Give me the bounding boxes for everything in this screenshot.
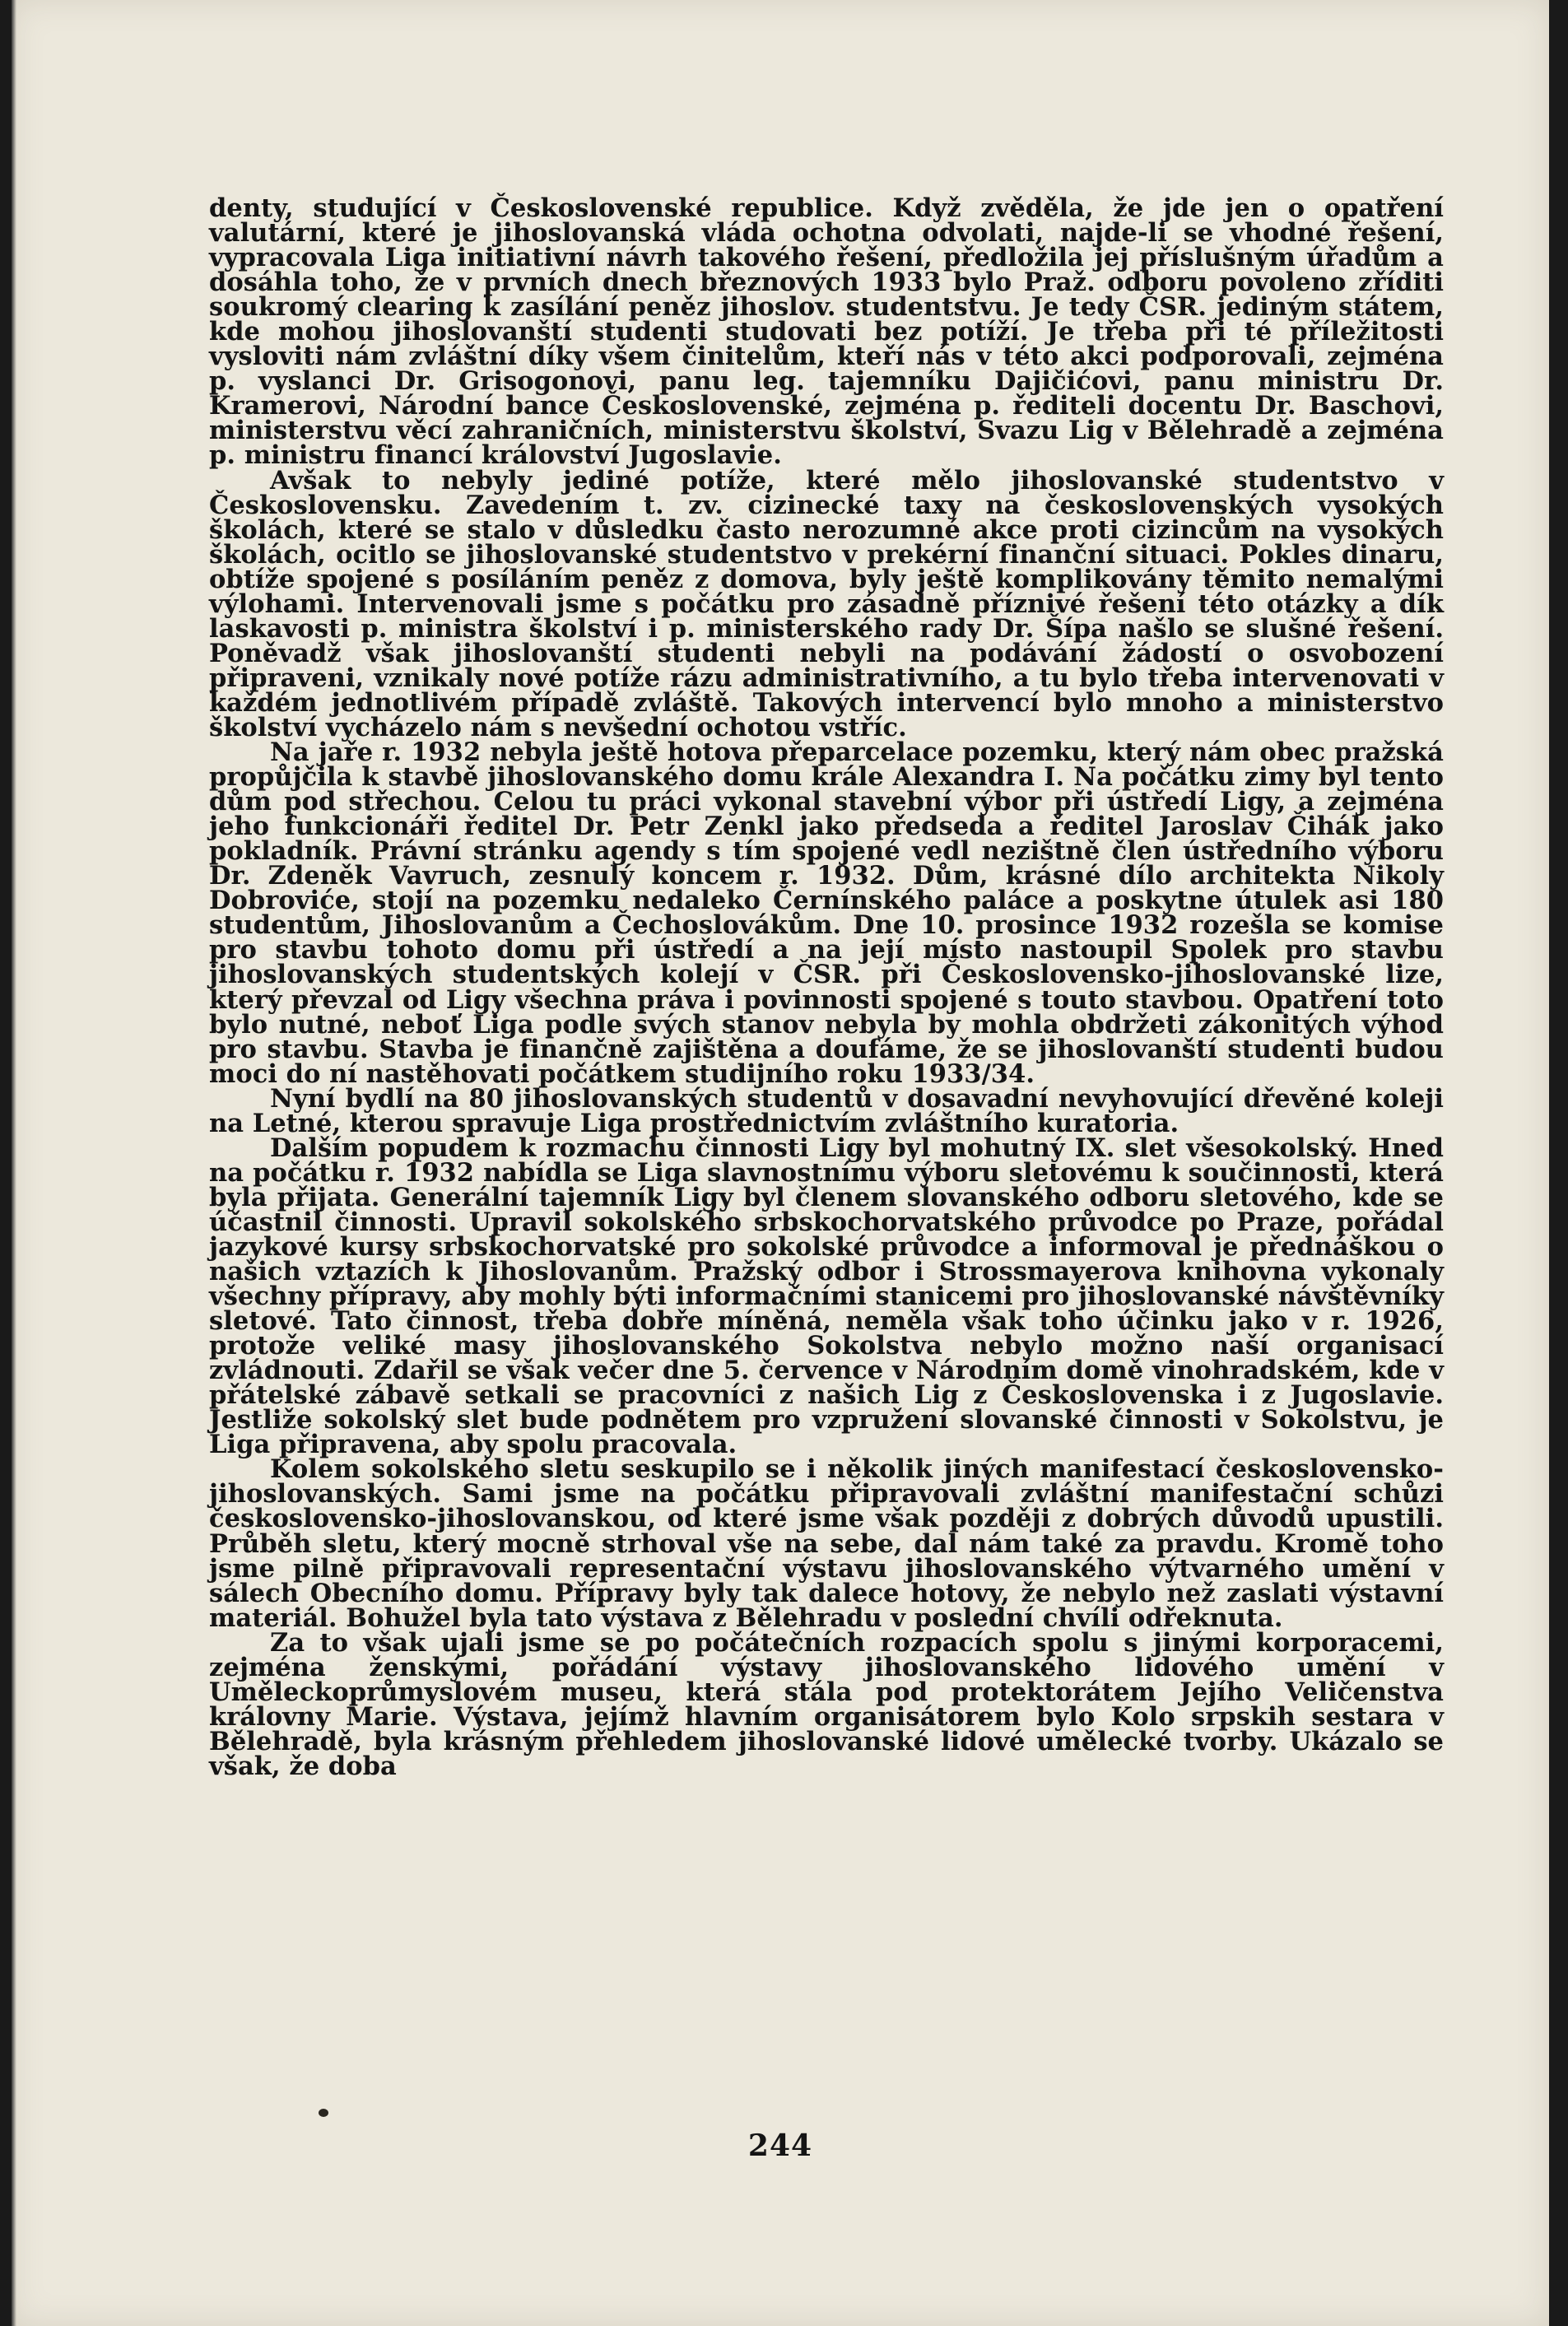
page-number: 244 xyxy=(747,2128,813,2163)
paragraph-continuation: denty, studující v Československé republice. Když zvěděla, že jde jen o opatření valutární, které je jihoslovanská vláda ochotna odvolati, najde-li se vhodné řešení, vypracovala Liga initiativní návrh takového řešení, předložila jej příslušným úřadům a dosáhla toho, že v prvních dnech březnových 1933 bylo Praž. odboru povoleno zříditi soukromý clearing k zasílání peněz jihoslov. studentstvu. Je tedy ČSR. jediným státem, kde mohou jihoslovanští studenti studovati bez potíží. Je třeba při té příležitosti vysloviti nám zvláštní díky všem činitelům, kteří nás v této akci podporovali, zejména p. vyslanci Dr. Grisogonovi, panu leg. tajemníku Dajičićovi, panu ministru Dr. Kramerovi, Národní bance Československé, zejména p. řediteli docentu Dr. Baschovi, ministerstvu věcí zahraničních, ministerstvu školství, Svazu Lig v Bělehradě a zejména p. ministru financí království Jugoslavie. xyxy=(209,193,1444,471)
scanned-page xyxy=(12,0,1549,2326)
paragraph-dormitory-construction: Na jaře r. 1932 nebyla ještě hotova přeparcelace pozemku, který nám obec pražská propůjčila k stavbě jihoslovanského domu krále Alexandra I. Na počátku zimy byl tento dům pod střechou. Celou tu práci vykonal stavební výbor při ústředí Ligy, a zejména jeho funkcionáři ředitel Dr. Petr Zenkl jako předseda a ředitel Jaroslav Čihák jako pokladník. Právní stránku agendy s tím spojené vedl nezištně člen ústředního výboru Dr. Zdeněk Vavruch, zesnulý koncem r. 1932. Dům, krásné dílo architekta Nikoly Dobroviće, stojí na pozemku nedaleko Černínského paláce a poskytne útulek asi 180 studentům, Jihoslovanům a Čechoslovákům. Dne 10. prosince 1932 rozešla se komise pro stavbu tohoto domu při ústředí a na její místo nastoupil Spolek pro stavbu jihoslovanských studentských kolejí v ČSR. při Československo-jihoslovanské lize, který převzal od Ligy všechna práva i povinnosti spojené s touto stavbou. Opatření toto bylo nutné, neboť Liga podle svých stanov nebyla by mohla obdržeti zákonitých výhod pro stavbu. Stavba je finančně zajištěna a doufáme, že se jihoslovanští studenti budou moci do ní nastěhovati počátkem studijního roku 1933/34. xyxy=(209,737,1444,1089)
body-text xyxy=(209,193,1444,1781)
paragraph-folk-art-exhibition: Za to však ujali jsme se po počátečních rozpacích spolu s jinými korporacemi, zejména ženskými, pořádání výstavy jihoslovanského lidového umění v Uměleckoprůmyslovém museu, která stála pod protektorátem Jejího Veličenstva královny Marie. Výstava, jejímž hlavním organisátorem bylo Kolo srpskih sestara v Bělehradě, byla krásným přehledem jihoslovanské lidové umělecké tvorby. Ukázalo se však, že doba xyxy=(209,1627,1444,1781)
paragraph-manifestations: Kolem sokolského sletu seskupilo se i několik jiných manifestací československo-jihoslovanských. Sami jsme na počátku připravovali zvláštní manifestační schůzi československo-jihoslovanskou, od které jsme však později z dobrých důvodů upustili. Průběh sletu, který mocně strhoval vše na sebe, dal nám také za pravdu. Kromě toho jsme pilně připravovali representační výstavu jihoslovanského výtvarného umění v sálech Obecního domu. Přípravy byly tak dalece hotovy, že nebylo než zaslati výstavní materiál. Bohužel byla tato výstava z Bělehradu v poslední chvíli odřeknuta. xyxy=(209,1454,1444,1633)
paragraph-student-taxes: Avšak to nebyly jediné potíže, které mělo jihoslovanské studentstvo v Československu. Zavedením t. zv. cizinecké taxy na československých vysokých školách, které se stalo v důsledku často nerozumné akce proti cizincům na vysokých školách, ocitlo se jihoslovanské studentstvo v prekérní finanční situaci. Pokles dinaru, obtíže spojené s posíláním peněz z domova, byly ještě komplikovány těmito nemalými výlohami. Intervenovali jsme s počátku pro zásadně příznivé řešení této otázky a dík laskavosti p. ministra školství i p. ministerského rady Dr. Šípa našlo se slušné řešení. Poněvadž však jihoslovanští studenti nebyli na podávání žádostí o osvobození připraveni, vznikaly nové potíže rázu administrativního, a tu bylo třeba intervenovati v každém jednotlivém případě zvláště. Takových intervencí bylo mnoho a ministerstvo školství vycházelo nám s nevšední ochotou vstříc. xyxy=(209,465,1444,742)
scan-edge xyxy=(12,0,16,2326)
paragraph-sokol-slet: Dalším popudem k rozmachu činnosti Ligy byl mohutný IX. slet všesokolský. Hned na počátku r. 1932 nabídla se Liga slavnostnímu výboru sletovému k součinnosti, která byla přijata. Generální tajemník Ligy byl členem slovanského odboru sletového, kde se účastnil činnosti. Upravil sokolského srbskochorvatského průvodce po Praze, pořádal jazykové kursy srbskochorvatské pro sokolské průvodce a informoval je přednáškou o našich vztazích k Jihoslovanům. Pražský odbor i Strossmayerova knihovna vykonaly všechny přípravy, aby mohly býti informačními stanicemi pro jihoslovanské návštěvníky sletové. Tato činnost, třeba dobře míněná, neměla však toho účinku jako v r. 1926, protože veliké masy jihoslovanského Sokolstva nebylo možno naší organisací zvládnouti. Zdařil se však večer dne 5. července v Národním domě vinohradském, kde v přátelské zábavě setkali se pracovníci z našich Lig z Československa i z Jugoslavie. Jestliže sokolský slet bude podnětem pro vzpružení slovanské činnosti v Sokolstvu, je Liga připravena, aby spolu pracovala. xyxy=(209,1133,1444,1460)
paragraph-current-housing: Nyní bydlí na 80 jihoslovanských studentů v dosavadní nevyhovující dřevěné koleji na Letné, kterou spravuje Liga prostřednictvím zvláštního kuratoria. xyxy=(209,1083,1444,1138)
ink-speck xyxy=(319,2109,328,2117)
